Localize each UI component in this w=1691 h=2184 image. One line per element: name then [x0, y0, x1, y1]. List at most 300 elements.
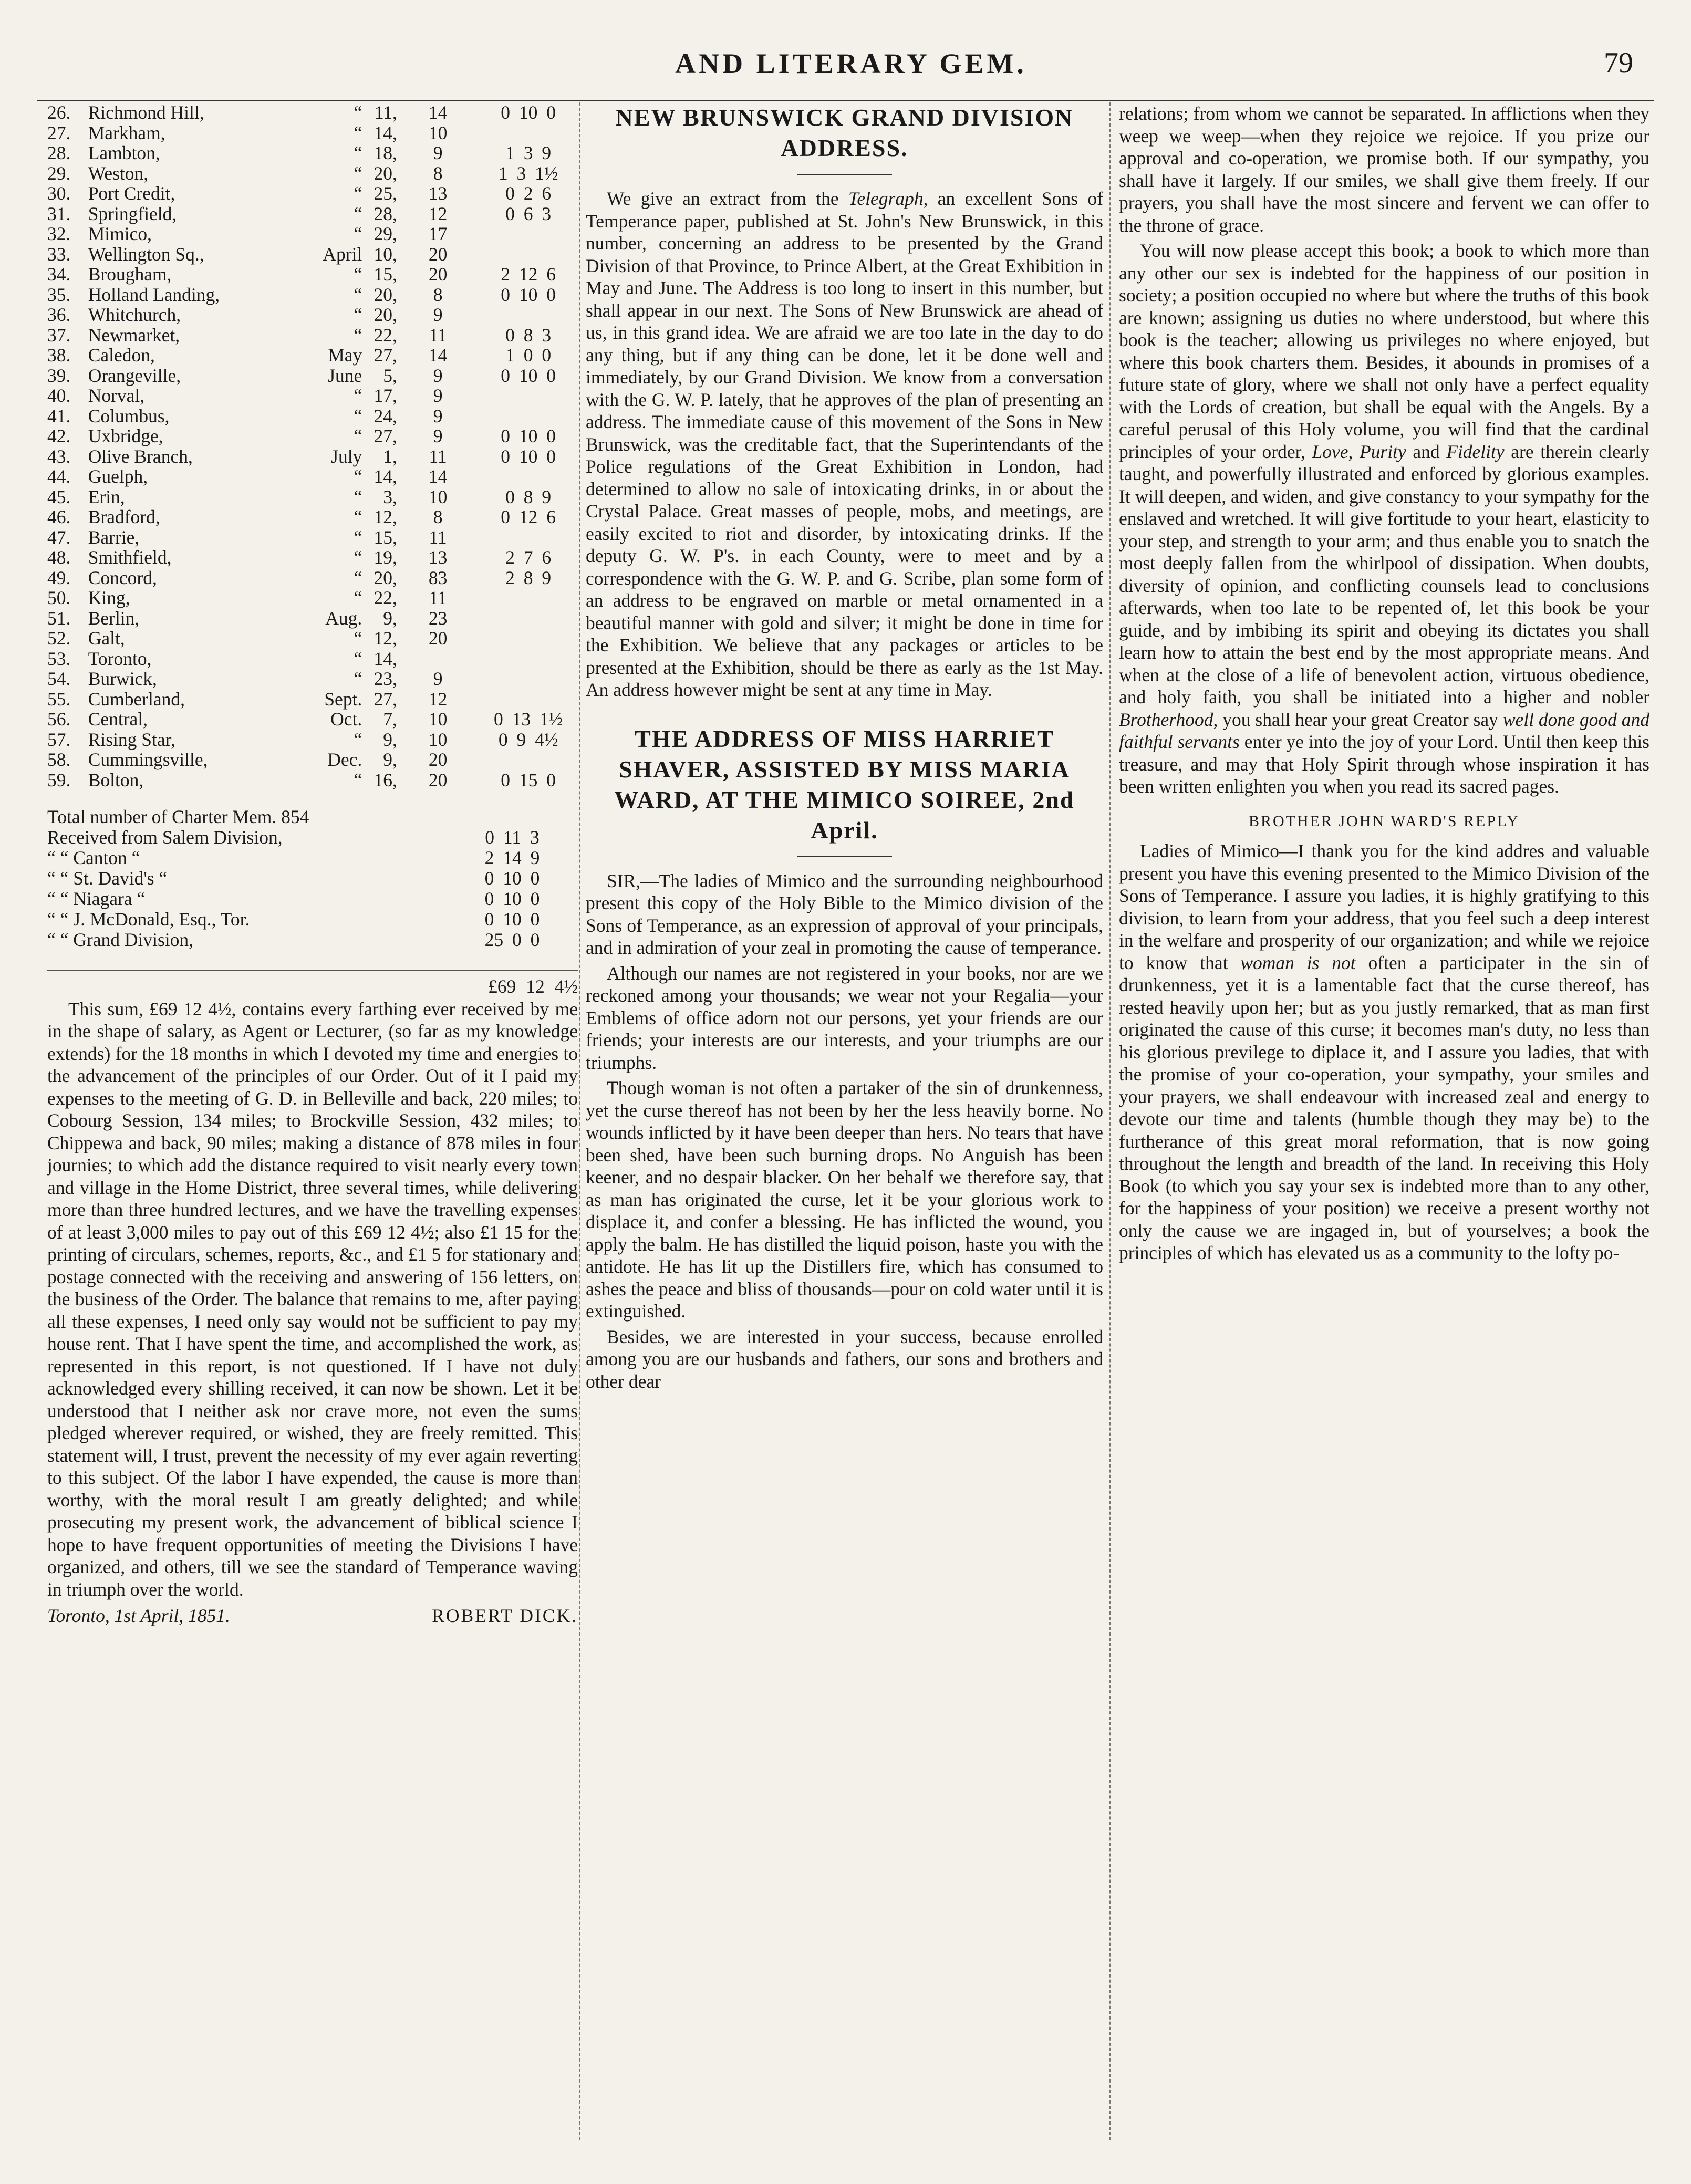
text-run: You will now please accept this book; a book to which more than any other our sex is indebted for the happiness of our position in society; a position occupied no where but where the truths of this book are known; assigning us duties no where understood, but where this book is the teacher; allowing us privileges no where enjoyed, but where this book charters them. Besides, it abounds in promises of a future state of glory, where we shall not only have a perfect equality with the Lords of creation, but shall be equal with the Angels. By a careful perusal of this Holy volume, you will find that the cardinal principles of your order,: [1119, 240, 1649, 462]
division-name: Bolton,: [88, 769, 144, 791]
division-month: “: [354, 729, 362, 750]
running-head: AND LITERARY GEM.: [675, 48, 1027, 79]
receipt-amount: 0 11 3: [485, 827, 540, 848]
signature-place: Toronto, 1st April, 1851.: [47, 1605, 230, 1626]
short-rule: [797, 856, 892, 857]
division-members: 17: [428, 223, 448, 244]
division-name: Galt,: [88, 628, 125, 649]
column-divider: [579, 102, 580, 2140]
division-number: 29.: [47, 162, 71, 184]
receipt-row: [47, 826, 578, 847]
division-day: 16,: [374, 769, 397, 791]
division-day: 15,: [374, 264, 397, 285]
division-month: “: [354, 405, 362, 427]
division-paid: 0 10 0: [501, 425, 556, 446]
division-day: 3,: [383, 486, 397, 507]
division-paid: 0 13 1½: [493, 709, 563, 730]
division-members: 9: [433, 142, 443, 163]
division-name: Smithfield,: [88, 547, 172, 568]
division-paid: 0 8 9: [505, 486, 552, 507]
division-row: [47, 507, 578, 527]
text-run: Ladies of Mimico—I thank you for the kind addres and valuable present you have this evening presented to the Mimico Division of the Sons of Temperance. I assure you ladies, it is highly gratifying to this division, to learn from your address, that you feel such a deep interest in the welfare and prosperity of our organization; and while we rejoice to know that: [1119, 840, 1649, 973]
short-rule: [797, 174, 892, 175]
division-name: Holland Landing,: [88, 284, 220, 305]
receipt-label: “ “ Grand Division,: [47, 929, 194, 950]
division-name: Lambton,: [88, 142, 160, 163]
division-month: “: [354, 142, 362, 163]
division-members: 23: [428, 607, 448, 629]
division-month: June: [328, 365, 362, 386]
division-name: Uxbridge,: [88, 425, 163, 446]
division-day: 14,: [374, 466, 397, 487]
division-row: [47, 487, 578, 507]
address-paragraph: relations; from whom we cannot be separated. In afflictions when they weep we weep—when they rejoice we rejoice. If you prize our approval and co-operation, we promise both. If our sympathy, you shall have it largely. If our smiles, we shall give them freely. If our prayers, you shall have the most sincere and fervent we can offer to the throne of grace.: [1119, 103, 1649, 236]
division-day: 1,: [383, 445, 397, 467]
column-middle: [586, 102, 1103, 1396]
emphasis-brotherhood: Brotherhood: [1119, 709, 1213, 730]
division-members: 10: [428, 729, 448, 750]
division-members: 12: [428, 203, 448, 224]
emphasis-fidelity: Fidelity: [1446, 441, 1505, 462]
divisions-table: [47, 102, 578, 790]
division-row: [47, 426, 578, 446]
division-day: 25,: [374, 183, 397, 204]
division-number: 31.: [47, 203, 71, 224]
division-month: Sept.: [324, 688, 362, 710]
division-row: [47, 325, 578, 346]
division-name: Concord,: [88, 567, 157, 588]
division-paid: 0 6 3: [505, 203, 552, 224]
division-month: July: [331, 445, 362, 467]
division-month: “: [354, 385, 362, 406]
division-row: [47, 770, 578, 791]
division-members: 14: [428, 466, 448, 487]
division-number: 34.: [47, 264, 71, 285]
text-run: , you shall hear your great Creator say: [1213, 709, 1503, 730]
division-day: 22,: [374, 587, 397, 608]
division-members: 10: [428, 709, 448, 730]
division-day: 9,: [383, 607, 397, 629]
division-paid: 0 15 0: [501, 769, 556, 791]
division-day: 20,: [374, 284, 397, 305]
division-number: 28.: [47, 142, 71, 163]
division-month: “: [354, 567, 362, 588]
division-number: 47.: [47, 526, 71, 548]
division-month: “: [354, 587, 362, 608]
section-rule: [586, 713, 1103, 714]
receipt-row: [47, 847, 578, 867]
division-row: [47, 446, 578, 467]
charter-total: [47, 806, 578, 826]
division-day: 20,: [374, 304, 397, 325]
division-paid: [479, 305, 578, 325]
division-day: 22,: [374, 324, 397, 346]
division-number: 43.: [47, 445, 71, 467]
receipt-amount: 2 14 9: [484, 847, 540, 868]
division-paid: [479, 527, 578, 548]
charter-total-label: Total number of Charter Mem. 854: [47, 806, 309, 827]
division-month: “: [354, 183, 362, 204]
division-number: 38.: [47, 345, 71, 366]
division-members: 12: [428, 688, 448, 710]
division-row: [47, 143, 578, 163]
division-number: 51.: [47, 607, 71, 629]
division-day: 12,: [374, 506, 397, 527]
column-left: [47, 102, 578, 1627]
division-month: “: [354, 526, 362, 548]
division-name: Weston,: [88, 162, 149, 184]
receipt-amount: 0 10 0: [484, 888, 540, 909]
division-members: 20: [428, 243, 448, 265]
division-number: 48.: [47, 547, 71, 568]
division-day: 11,: [374, 102, 397, 123]
division-row: [47, 386, 578, 406]
division-month: Dec.: [327, 749, 362, 770]
receipt-amount: 25 0 0: [484, 929, 540, 950]
division-members: 13: [428, 183, 448, 204]
division-paid: 0 8 3: [505, 324, 552, 346]
division-members: 8: [433, 162, 443, 184]
receipt-row: [47, 929, 578, 949]
division-name: Toronto,: [88, 648, 152, 669]
division-members: 11: [429, 445, 447, 467]
signature-name: ROBERT DICK.: [432, 1605, 578, 1626]
telegraph-title: Telegraph: [848, 188, 924, 209]
division-month: “: [354, 547, 362, 568]
division-number: 53.: [47, 648, 71, 669]
emphasis-purity: Purity: [1360, 441, 1406, 462]
division-name: Guelph,: [88, 466, 148, 487]
division-day: 27,: [374, 345, 397, 366]
division-day: 12,: [374, 628, 397, 649]
division-row: [47, 366, 578, 386]
division-name: Port Credit,: [88, 183, 175, 204]
division-name: Berlin,: [88, 607, 140, 629]
page-header: [0, 32, 1691, 89]
division-month: “: [354, 284, 362, 305]
division-number: 30.: [47, 183, 71, 204]
reply-heading: BROTHER JOHN WARD'S REPLY: [1248, 812, 1520, 830]
division-members: 9: [433, 304, 443, 325]
division-number: 37.: [47, 324, 71, 346]
division-row: [47, 689, 578, 710]
address-paragraph: You will now please accept this book; a book to which more than any other our sex is indebted for the happiness of our position in society; a position occupied no where but where the truths of this book are known; assigning us duties no where understood, but where this book is the teacher; allowing us privileges no where enjoyed, but where this book charters them. Besides, it abounds in promises of a future state of glory, where we shall not only have a perfect equality with the Lords of creation, but shall be equal with the Angels. By a careful perusal of this Holy volume, you will find that the cardinal principles of your order, Love, Purity and Fidelity are therein clearly taught, and powerfully illustrated and enforced by glorious examples. It will deepen, and widen, and give constancy to your sympathy for the enslaved and wretched. It will give fortitude to your heart, elasticity to your step, and strength to your arm; and thus enable you to snatch the most deeply fallen from the whirlpool of dissipation. When doubts, diversity of opinion, and conflicting counsels lead to conclusions afterwards, when too late to be repented of, let this book be your guide, and by imbibing its spirit and obeying its dictates you shall learn how to attain the best end by the most appropriate means. And when at the close of a life of benevolent action, virtuous obedience, and holy faith, you shall be initiated into a higher and nobler Brotherhood, you shall hear your great Creator say well done good and faithful servants enter ye into the joy of your Lord. Until then keep this treasure, and may that Holy Spirit through whose inspiration it has been written enlighten you when you read its sacred pages.: [1119, 240, 1649, 797]
division-day: 17,: [374, 385, 397, 406]
division-number: 42.: [47, 425, 71, 446]
division-row: [47, 264, 578, 285]
text-run: enter ye into the joy of your Lord. Until then keep this treasure, and may that Holy Spirit through whose inspiration it has been written enlighten you when you read its sacred pages.: [1119, 731, 1649, 797]
division-paid: [479, 123, 578, 143]
division-members: 8: [433, 284, 443, 305]
receipt-amount: 0 10 0: [484, 868, 540, 889]
division-row: [47, 305, 578, 325]
division-members: 20: [428, 769, 448, 791]
statement-paragraph: This sum, £69 12 4½, contains every farthing ever received by me in the shape of salary, as Agent or Lecturer, (so far as my knowledge extends) for the 18 months in which I devoted my time and energies to the advancement of the principles of our Order. Out of it I paid my expenses to the meeting of G. D. in Belleville and back, 220 miles; to Cobourg Session, 134 miles; to Brockville Session, 432 miles; to Chippewa and back, 90 miles; making a distance of 878 miles in four journies; to which add the distance required to visit nearly every town and village in the Home District, three several times, while delivering more than three hundred lectures, and we have the travelling expenses of at least 3,000 miles to pay out of this £69 12 4½; also £1 15 for the printing of circulars, schemes, reports, &c., and £1 5 for stationary and postage connected with the receiving and answering of 156 letters, on the business of the Order. The balance that remains to me, after paying all these expenses, I need only say would not be sufficient to pay my house rent. That I have spent the time, and accomplished the work, as represented in this report, is not questioned. If I have not duly acknowledged every shilling received, it can now be shown. Let it be understood that I neither ask nor crave more, not even the sums pledged wherever required, or wished, they are freely remitted. This statement will, I trust, prevent the necessity of my ever again reverting to this subject. Of the labor I have expended, the cause is more than worthy, with the moral result I am greatly delighted; and while prosecuting my present work, the advancement of biblical science I hope to have frequent opportunities of meeting the Divisions I have organized, and others, till we see the standard of Temperance waving in triumph over the world.: [47, 998, 578, 1600]
division-row: [47, 163, 578, 184]
division-members: 11: [429, 587, 447, 608]
division-row: [47, 649, 578, 669]
division-name: Mimico,: [88, 223, 152, 244]
division-name: King,: [88, 587, 130, 608]
division-name: Newmarket,: [88, 324, 180, 346]
division-day: 9,: [383, 749, 397, 770]
receipt-amount: 0 10 0: [484, 909, 540, 930]
division-day: 15,: [374, 526, 397, 548]
division-paid: [479, 608, 578, 629]
division-row: [47, 224, 578, 244]
division-members: 8: [433, 506, 443, 527]
division-number: 40.: [47, 385, 71, 406]
division-number: 39.: [47, 365, 71, 386]
signature: [47, 1605, 578, 1627]
division-row: [47, 466, 578, 487]
division-day: 23,: [374, 668, 397, 689]
division-row: [47, 527, 578, 548]
division-members: 20: [428, 749, 448, 770]
division-day: 27,: [374, 688, 397, 710]
division-number: 58.: [47, 749, 71, 770]
division-members: 13: [428, 547, 448, 568]
division-row: [47, 244, 578, 265]
page-number: 79: [1604, 47, 1633, 79]
division-paid: 2 12 6: [501, 264, 556, 285]
division-row: [47, 547, 578, 568]
division-month: “: [354, 122, 362, 143]
division-month: “: [354, 304, 362, 325]
division-paid: [479, 750, 578, 770]
division-name: Richmond Hill,: [88, 102, 204, 123]
division-month: “: [354, 324, 362, 346]
division-day: 9,: [383, 729, 397, 750]
division-paid: 0 9 4½: [498, 729, 558, 750]
division-row: [47, 183, 578, 204]
division-row: [47, 669, 578, 689]
emphasis-well-done: well done good and faithful servants: [1119, 709, 1649, 752]
division-month: “: [354, 628, 362, 649]
division-name: Barrie,: [88, 526, 140, 548]
division-paid: [479, 406, 578, 427]
division-number: 33.: [47, 243, 71, 265]
division-month: “: [354, 648, 362, 669]
division-number: 56.: [47, 709, 71, 730]
division-number: 57.: [47, 729, 71, 750]
division-name: Columbus,: [88, 405, 170, 427]
receipt-label: “ “ Niagara “: [47, 888, 146, 909]
division-members: 20: [428, 264, 448, 285]
division-members: 10: [428, 486, 448, 507]
division-day: 28,: [374, 203, 397, 224]
division-row: [47, 406, 578, 427]
division-number: 50.: [47, 587, 71, 608]
division-members: 11: [429, 526, 447, 548]
nb-text-a: We give an extract from the: [607, 188, 848, 209]
division-row: [47, 730, 578, 750]
article-title-nb: NEW BRUNSWICK GRAND DIVISION ADDRESS.: [615, 104, 1074, 161]
receipt-label: “ “ Canton “: [47, 847, 140, 868]
division-members: 9: [433, 425, 443, 446]
division-row: [47, 345, 578, 366]
division-name: Burwick,: [88, 668, 157, 689]
division-day: 7,: [383, 709, 397, 730]
division-number: 32.: [47, 223, 71, 244]
division-number: 35.: [47, 284, 71, 305]
address-paragraph: Although our names are not registered in your books, nor are we reckoned among your thousands; we wear not your Regalia—your Emblems of office adorn not our persons, yet your friends are our friends; your interests are our interests, and your triumphs are our triumphs.: [586, 962, 1103, 1073]
division-members: 14: [428, 345, 448, 366]
division-month: “: [354, 466, 362, 487]
division-number: 36.: [47, 304, 71, 325]
division-row: [47, 102, 578, 123]
division-month: Oct.: [330, 709, 362, 730]
division-paid: 0 10 0: [501, 284, 556, 305]
division-paid: [479, 628, 578, 649]
division-number: 54.: [47, 668, 71, 689]
receipt-label: “ “ St. David's “: [47, 868, 168, 889]
division-paid: [479, 669, 578, 689]
division-month: “: [354, 425, 362, 446]
division-day: 14,: [374, 122, 397, 143]
division-paid: 0 2 6: [505, 183, 552, 204]
division-row: [47, 608, 578, 629]
division-month: Aug.: [325, 607, 362, 629]
division-paid: 0 10 0: [501, 102, 556, 123]
text-run: and: [1406, 441, 1447, 462]
division-paid: 2 8 9: [505, 567, 552, 588]
division-name: Erin,: [88, 486, 125, 507]
division-paid: [479, 588, 578, 608]
nb-paragraph: [586, 188, 1103, 701]
division-name: Norval,: [88, 385, 145, 406]
division-day: 27,: [374, 425, 397, 446]
division-name: Orangeville,: [88, 365, 181, 386]
address-paragraph: SIR,—The ladies of Mimico and the surrounding neighbourhood present this copy of the Holy Bible to the Mimico division of the Sons of Temperance, as an expression of approval of your principals, and in admiration of your zeal in promoting the cause of temperance.: [586, 870, 1103, 958]
division-number: 41.: [47, 405, 71, 427]
receipt-label: “ “ J. McDonald, Esq., Tor.: [47, 909, 250, 930]
division-paid: [479, 689, 578, 710]
column-right: [1119, 102, 1649, 1267]
reply-paragraph: [1119, 840, 1649, 1264]
receipt-label: Received from Salem Division,: [47, 827, 283, 848]
division-members: 11: [429, 324, 447, 346]
emphasis-woman: woman is not: [1240, 952, 1356, 973]
division-name: Bradford,: [88, 506, 160, 527]
division-name: Springfield,: [88, 203, 177, 224]
division-number: 27.: [47, 122, 71, 143]
division-name: Wellington Sq.,: [88, 243, 204, 265]
division-paid: 1 3 1½: [498, 162, 558, 184]
division-paid: 2 7 6: [505, 547, 552, 568]
division-day: 18,: [374, 142, 397, 163]
emphasis-love: Love: [1312, 441, 1348, 462]
division-members: 9: [433, 405, 443, 427]
division-row: [47, 588, 578, 608]
division-paid: [479, 244, 578, 265]
division-number: 59.: [47, 769, 71, 791]
division-paid: [479, 224, 578, 244]
receipt-row: [47, 908, 578, 929]
grand-total: £69 12 4½: [47, 970, 578, 998]
division-name: Central,: [88, 709, 148, 730]
division-number: 44.: [47, 466, 71, 487]
receipt-row: [47, 888, 578, 908]
text-run: often a participater in the sin of drunkenness, yet it is a lamentable fact that the curse thereof, has rested heavily upon her; but as you justly remarked, that as man first originated the cause of this curse; it becomes man's duty, no less than his glorious previlege to diplace it, and I assure you ladies, that with the promise of your co-operation, your sympathy, your smiles and your prayers, we shall endeavour with increased zeal and energy to devote our time and talents (humble though they may be) to the furtherance of this great moral reformation, that is now going throughout the length and breadth of the land. In receiving this Holy Book (to which you say your sex is indebted more than to any other, for the happiness of your position) we receive a present worthy not only the cause we are ingaged in, but of yourselves; a book the principles of which has elevated us as a community to the lofty po-: [1119, 952, 1650, 1263]
division-number: 46.: [47, 506, 71, 527]
receipts-summary: [47, 806, 578, 998]
division-number: 26.: [47, 102, 71, 123]
division-row: [47, 750, 578, 770]
division-month: “: [354, 769, 362, 791]
division-day: 19,: [374, 547, 397, 568]
division-members: 20: [428, 628, 448, 649]
division-number: 52.: [47, 628, 71, 649]
division-month: “: [354, 223, 362, 244]
division-name: Cummingsville,: [88, 749, 208, 770]
division-day: 24,: [374, 405, 397, 427]
division-month: “: [354, 264, 362, 285]
division-paid: [479, 466, 578, 487]
division-name: Caledon,: [88, 345, 155, 366]
division-members: 83: [428, 567, 448, 588]
nb-text-b: , an excellent Sons of Temperance paper, published at St. John's New Brunswick, in this number, concerning an address to be presented by the Grand Division of that Province, to Prince Albert, at the Great Exhibition in May and June. The Address is too long to insert in this number, but shall appear in our next. The Sons of New Brunswick are ahead of us, in this grand idea. We are afraid we are too late in the day to do any thing, but if any thing can be done, let it be done well and immediately, by our Grand Division. We know from a conversation with the G. W. P. lately, that he approves of the plan of presenting an address. The immediate cause of this movement of the Sons in New Brunswick, was the creditable fact, that the Superintendants of the Police regulations of the Great Exhibition in London, had determined to allow no sale of intoxicating drinks, in or about the Crystal Palace. Great masses of people, mobs, and meetings, are easily excited to riot and disorder, by intoxicating drinks. If the deputy G. W. P's. in each County, were to meet and by a correspondence with the G. W. P. and G. Scribe, plan some form of an address to be engraved on marble or metal ornamented in a beautiful manner with gold and silver; it might be done in time for the Exhibition. We believe that any packages or articles to be presented at the Exhibition, should be there as early as the 1st May. An address however might be sent at any time in May.: [586, 188, 1103, 700]
division-paid: 0 10 0: [501, 445, 556, 467]
division-name: Whitchurch,: [88, 304, 181, 325]
division-members: 10: [428, 122, 448, 143]
division-name: Olive Branch,: [88, 445, 193, 467]
division-members: 9: [433, 668, 443, 689]
division-day: 14,: [374, 648, 397, 669]
division-members: 9: [433, 385, 443, 406]
column-divider: [1109, 102, 1111, 2140]
division-row: [47, 285, 578, 305]
division-month: April: [323, 243, 362, 265]
division-members: [397, 649, 479, 669]
division-number: 49.: [47, 567, 71, 588]
division-number: 55.: [47, 688, 71, 710]
address-paragraph: Though woman is not often a partaker of the sin of drunkenness, yet the curse thereof has not been by her the less heavily borne. No wounds inflicted by it have been deeper than hers. No tears that have been shed, have been such burning drops. No Anguish has been keener, and no despair blacker. On her behalf we therefore say, that as man has originated the curse, let it be your glorious work to displace it, and confer a blessing. He has inflicted the wound, you apply the balm. He has distilled the liquid poison, haste you with the antidote. He has lit up the Distillers fire, which has consumed to ashes the peace and bliss of thousands—pour on cold water until it is extinguished.: [586, 1077, 1103, 1322]
division-row: [47, 204, 578, 224]
division-members: 14: [428, 102, 448, 123]
header-rule: [37, 100, 1654, 101]
division-number: 45.: [47, 486, 71, 507]
division-day: 29,: [374, 223, 397, 244]
division-name: Cumberland,: [88, 688, 185, 710]
division-name: Markham,: [88, 122, 165, 143]
division-paid: 1 0 0: [505, 345, 552, 366]
division-month: “: [354, 102, 362, 123]
division-paid: [479, 649, 578, 669]
division-members: 9: [433, 365, 443, 386]
text-run: are therein clearly taught, and powerfully illustrated and enforced by glorious examples. It will deepen, and widen, and give constancy to your sympathy for the enslaved and wretched. It will give fortitude to your heart, elasticity to your step, and strength to your arm; and thus enable you to snatch the most deeply fallen from the whirlpool of dissipation. When doubts, diversity of opinion, and conflicting counsels lead to conclusions afterwards, when too late to be repented of, let this book be your guide, and by imbibing its spirit and obeying its dictates you shall learn how to attain the best end by the most appropriate means. And when at the close of a life of benevolent action, virtuous obedience, and holy faith, you shall be initiated into a higher and nobler: [1119, 441, 1649, 708]
division-month: May: [328, 345, 362, 366]
division-day: 5,: [383, 365, 397, 386]
division-row: [47, 709, 578, 730]
address-paragraph: Besides, we are interested in your success, because enrolled among you are our husbands and fathers, our sons and brothers and other dear: [586, 1326, 1103, 1392]
division-name: Brougham,: [88, 264, 172, 285]
division-day: 20,: [374, 162, 397, 184]
division-month: “: [354, 162, 362, 184]
division-month: “: [354, 668, 362, 689]
division-row: [47, 628, 578, 649]
article-title-shaver: THE ADDRESS OF MISS HARRIET SHAVER, ASSISTED BY MISS MARIA WARD, AT THE MIMICO SOIREE, 2nd April.: [614, 725, 1075, 844]
receipt-row: [47, 867, 578, 888]
division-paid: [479, 386, 578, 406]
division-paid: 0 10 0: [501, 365, 556, 386]
division-paid: 1 3 9: [505, 142, 552, 163]
division-month: “: [354, 203, 362, 224]
division-paid: 0 12 6: [501, 506, 556, 527]
division-row: [47, 123, 578, 143]
division-day: 20,: [374, 567, 397, 588]
division-month: “: [354, 486, 362, 507]
